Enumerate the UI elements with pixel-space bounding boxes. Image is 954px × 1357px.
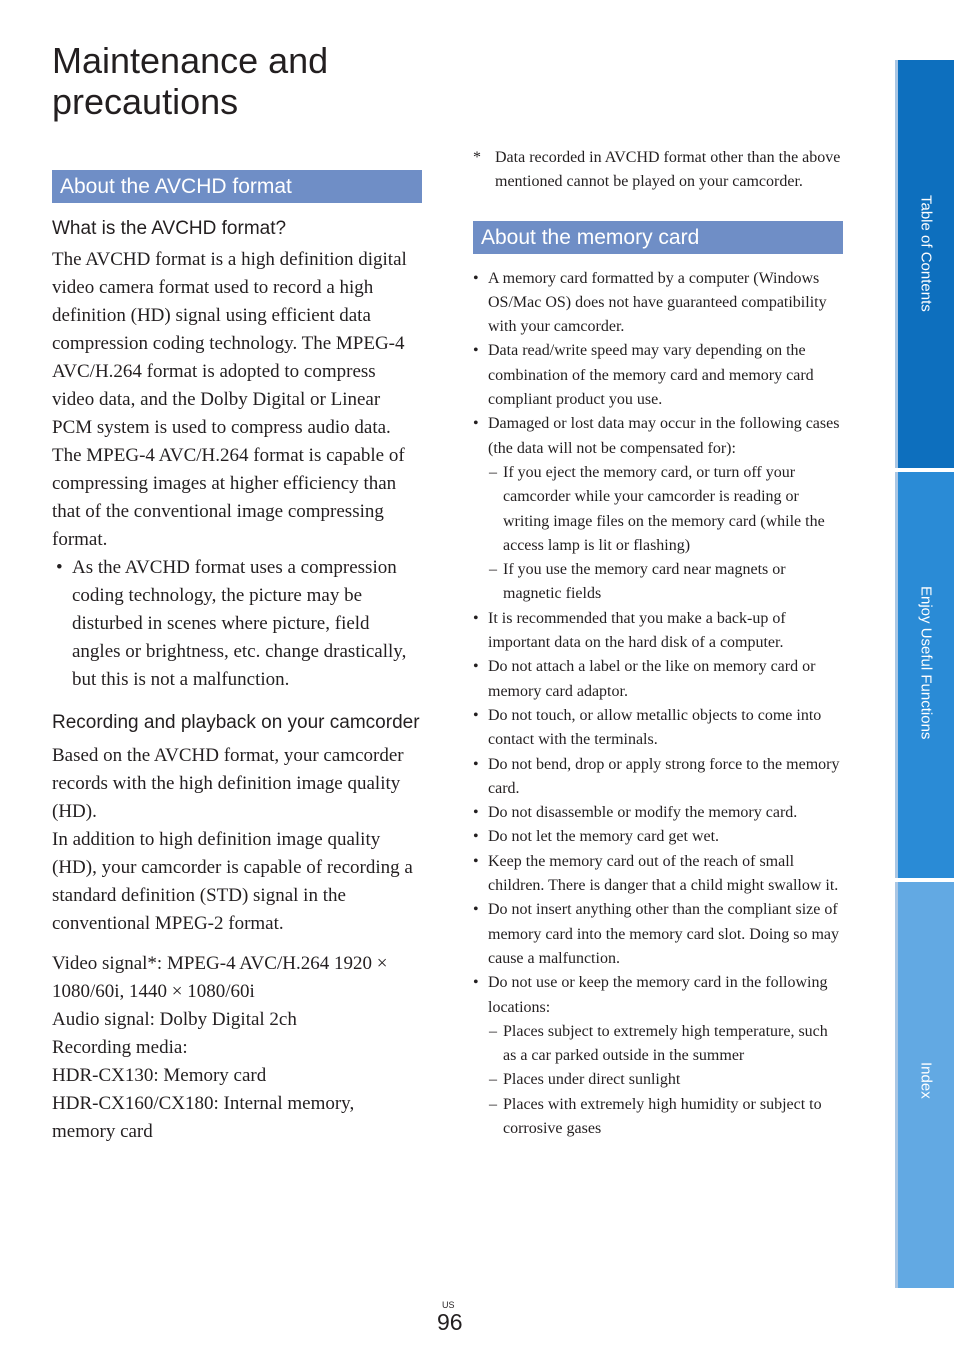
memory-card-item: [473, 607, 843, 656]
memory-card-subitem-text: If you use the memory card near magnets or magnetic fields: [503, 561, 786, 603]
bullet-marker: •: [473, 901, 479, 919]
spec-line: Recording media:: [52, 1037, 188, 1058]
left-column: [52, 170, 422, 1146]
footnote-text: Data recorded in AVCHD format other than the above mentioned cannot be played on your camcorder.: [495, 149, 841, 191]
bullet-marker: •: [473, 828, 479, 846]
bullet-compression-note: • As the AVCHD format uses a compression coding technology, the picture may be disturbed in scenes where picture, field angles or brightness, etc. change drastically, but this is not a malfunction.: [52, 554, 422, 694]
memory-card-item: [473, 655, 843, 704]
dash-marker: –: [489, 561, 497, 579]
section-title-avchd: About the AVCHD format: [52, 170, 422, 203]
memory-card-item-text: Do not insert anything other than the compliant size of memory card into the memory card slot. Doing so may cause a malfunction.: [488, 901, 840, 967]
memory-card-item: [473, 850, 843, 899]
dash-marker: –: [489, 1071, 497, 1089]
memory-card-subitem-text: Places under direct sunlight: [503, 1071, 681, 1089]
memory-card-item-text: Do not touch, or allow metallic objects to come into contact with the terminals.: [488, 706, 822, 749]
bullet-marker: •: [473, 609, 479, 627]
page-title: Maintenance and precautions: [52, 40, 329, 122]
memory-card-item-text: Damaged or lost data may occur in the following cases (the data will not be compensated for):: [488, 415, 840, 457]
tab-label: Index: [917, 1062, 935, 1099]
tab-label: Enjoy Useful Functions: [917, 586, 935, 740]
memory-card-item: [473, 971, 843, 1141]
bullet-marker: •: [473, 342, 479, 360]
footnote-marker: *: [473, 149, 481, 166]
page-number: [437, 1300, 467, 1334]
memory-card-item: [473, 801, 843, 825]
memory-card-item: [473, 898, 843, 971]
memory-card-subitem: [488, 1068, 843, 1092]
memory-card-item-text: Do not bend, drop or apply strong force to the memory card.: [488, 755, 840, 797]
memory-card-subitem-text: Places with extremely high humidity or subject to corrosive gases: [503, 1095, 822, 1137]
memory-card-item-text: Do not let the memory card get wet.: [488, 828, 720, 846]
paragraph-std-recording: In addition to high definition image quality (HD), your camcorder is capable of recording a standard definition (STD) signal in the conventional MPEG-2 format.: [52, 829, 413, 934]
dash-marker: –: [489, 1095, 497, 1113]
memory-card-item-text: A memory card formatted by a computer (Windows OS/Mac OS) does not have guaranteed compatibility with your camcorder.: [488, 269, 827, 336]
memory-card-item: [473, 753, 843, 802]
memory-card-item: [473, 704, 843, 753]
dash-marker: –: [489, 463, 497, 481]
memory-card-subitem: [488, 461, 843, 558]
memory-card-item: [473, 339, 843, 412]
spec-line: Video signal*: MPEG-4 AVC/H.264 1920 × 1080/60i, 1440 × 1080/60i: [52, 953, 388, 1002]
subheading-recording-playback: Recording and playback on your camcorder: [52, 712, 420, 733]
memory-card-subitem-text: Places subject to extremely high temperature, such as a car parked outside in the summer: [503, 1022, 828, 1065]
memory-card-subitem: [488, 558, 843, 607]
subheading-what-is-avchd: What is the AVCHD format?: [52, 218, 287, 239]
bullet-marker: •: [473, 974, 479, 992]
spec-line: HDR-CX160/CX180: Internal memory, memory card: [52, 1093, 355, 1142]
tab-enjoy-useful-functions[interactable]: [895, 472, 954, 878]
bullet-marker: •: [473, 804, 479, 822]
memory-card-item-text: Keep the memory card out of the reach of small children. There is danger that a child might swallow it.: [488, 852, 839, 895]
spec-line: Audio signal: Dolby Digital 2ch: [52, 1009, 297, 1030]
bullet-marker: •: [473, 852, 479, 870]
paragraph-hd-recording: Based on the AVCHD format, your camcorder records with the high definition image quality (HD).: [52, 745, 404, 822]
dash-marker: –: [489, 1022, 497, 1040]
memory-card-subitem: [488, 1093, 843, 1142]
memory-card-item: [473, 412, 843, 606]
memory-card-subitem: [488, 1020, 843, 1069]
memory-card-item: [473, 825, 843, 849]
bullet-marker: •: [473, 706, 479, 724]
paragraph-avchd-intro: The AVCHD format is a high definition digital video camera format used to record a high definition (HD) signal using efficient data compression coding technology. The MPEG-4 AVC/H.264 format is adopted to compress video data, and the Dolby Digital or Linear PCM system is used to compress audio data.: [52, 249, 407, 438]
memory-card-item-text: Do not disassemble or modify the memory card.: [488, 804, 798, 822]
memory-card-item: [473, 267, 843, 340]
section-title-memory-card: About the memory card: [473, 221, 843, 254]
page-number-value: 96: [437, 1309, 463, 1335]
right-column: [473, 146, 843, 1141]
footnote-item: [473, 146, 843, 195]
bullet-marker: •: [473, 755, 479, 773]
spec-line: HDR-CX130: Memory card: [52, 1065, 267, 1086]
bullet-marker: •: [473, 415, 479, 433]
memory-card-sublist: [488, 461, 843, 607]
page-region: US: [442, 1300, 455, 1310]
memory-card-item-text: It is recommended that you make a back-up of important data on the hard disk of a computer.: [488, 609, 786, 652]
spec-list: [52, 950, 422, 1146]
bullet-marker: •: [473, 269, 479, 287]
memory-card-item-text: Data read/write speed may vary depending on the combination of the memory card and memory card compliant product you use.: [488, 342, 814, 409]
memory-card-item-text: Do not use or keep the memory card in the following locations:: [488, 974, 828, 1016]
bullet-marker: •: [473, 658, 479, 676]
memory-card-sublist: [488, 1020, 843, 1141]
memory-card-subitem-text: If you eject the memory card, or turn off your camcorder while your camcorder is reading or writing image files on the memory card (while the access lamp is lit or flashing): [503, 463, 825, 554]
tab-label: Table of Contents: [917, 195, 935, 312]
memory-card-item-text: Do not attach a label or the like on memory card or memory card adaptor.: [488, 658, 816, 700]
footnote: [473, 146, 843, 195]
tab-index[interactable]: [895, 882, 954, 1288]
tab-table-of-contents[interactable]: [895, 60, 954, 468]
memory-card-list: [473, 267, 843, 1142]
paragraph-mpeg4: The MPEG-4 AVC/H.264 format is capable of compressing images at higher efficiency than that of the conventional image compressing format.: [52, 445, 405, 550]
